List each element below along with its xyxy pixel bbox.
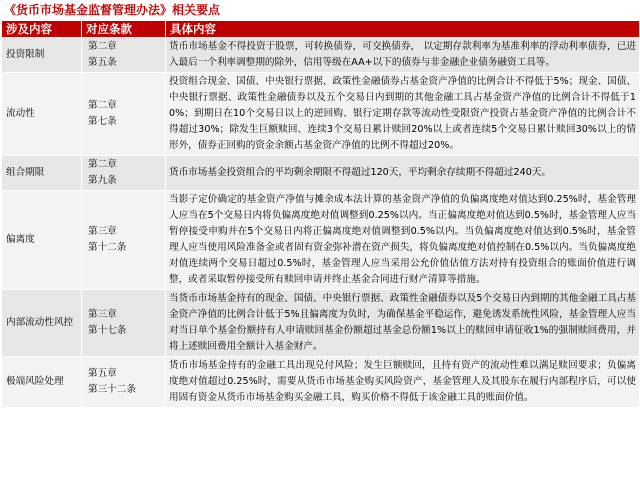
row-content: 当货币市场基金持有的现金、国债、中央银行票据、政策性金融债券以及5个交易日内到期的其他金融工具占基金资产净值的比例合计低于5%且偏离度为负时，为确保基金平稳运作，避免诱发系统性风险，基金管理人应当对当日单个基金份额持有人申请赎回基金份额超过基金总份额1%以上的赎回申请征收1%的强制赎回费用，并将上述赎回费用全额计入基金财产。 [166,290,640,357]
row-topic: 流动性 [2,73,82,156]
table-row [2,357,640,408]
row-content: 货币市场基金投资组合的平均剩余期限不得超过120天，平均剩余存续期不得超过240天。 [166,156,640,191]
row-topic: 内部流动性风控 [2,290,82,357]
table-row [2,290,640,357]
row-content: 货币市场基金不得投资于股票，可转换债券，可交换债券， 以定期存款利率为基准利率的浮动利率债券，已进入最后一个利率调整期的除外，信用等级在AA+以下的债券与非金融企业债务融资工具等。 [166,38,640,73]
row-clause: 第二章 第五条 [82,38,166,73]
row-clause: 第五章 第三十二条 [82,357,166,408]
row-clause: 第三章 第十七条 [82,290,166,357]
header-clause: 对应条款 [82,21,166,38]
row-content: 货币市场基金持有的金融工具出现兑付风险；发生巨额赎回，且持有资产的流动性难以满足赎回要求；负偏离度绝对值超过0.25%时，需要从货币市场基金购买风险资产，基金管理人及其股东在履行内部程序后，可以使用固有资金从货币市场基金购买金融工具，购买价格不得低于该金融工具的账面价值。 [166,357,640,408]
row-clause: 第二章 第九条 [82,156,166,191]
row-content: 投资组合现金、国债、中央银行票据、政策性金融债券占基金资产净值的比例合计不得低于5%；现金、国债、中央银行票据、政策性金融债券以及五个交易日内到期的其他金融工具占基金资产净值的比例合计不得低于10%；到期日在10个交易日以上的逆回购、银行定期存款等流动性受限资产投资占基金资产净值的比例合计不得超过30%；除发生巨额赎回、连续3个交易日累计赎回20%以上或者连续5个交易日累计赎回30%以上的情形外，债券正回购的资金余额占基金资产净值的比例不得超过20%。 [166,73,640,156]
table-row [2,73,640,156]
summary-table [1,20,640,408]
row-clause: 第二章 第七条 [82,73,166,156]
document-title: 《货币市场基金监督管理办法》相关要点 [4,3,221,17]
row-clause: 第三章 第十二条 [82,191,166,290]
row-topic: 投资限制 [2,38,82,73]
header-content: 具体内容 [166,21,640,38]
row-topic: 极端风险处理 [2,357,82,408]
table-header-row [2,21,640,38]
table-row [2,191,640,290]
row-content: 当影子定价确定的基金资产净值与摊余成本法计算的基金资产净值的负偏离度绝对值达到0.25%时，基金管理人应当在5个交易日内将负偏离度绝对值调整到0.25%以内。当正偏离度绝对值达到0.5%时，基金管理人应当暂停接受申购并在5个交易日内将正偏离度绝对值调整到0.5%以内。当负偏离度绝对值达到0.5%时，基金管理人应当使用风险准备金或者固有资金弥补潜在资产损失，将负偏离度绝对值控制在0.5%以内。当负偏离度绝对值连续两个交易日超过0.5%时，基金管理人应当采用公允价值估值方法对持有投资组合的账面价值进行调整，或者采取暂停接受所有赎回申请并终止基金合同进行财产清算等措施。 [166,191,640,290]
table-row [2,38,640,73]
row-topic: 组合期限 [2,156,82,191]
row-topic: 偏离度 [2,191,82,290]
header-topic: 涉及内容 [2,21,82,38]
table-row [2,156,640,191]
